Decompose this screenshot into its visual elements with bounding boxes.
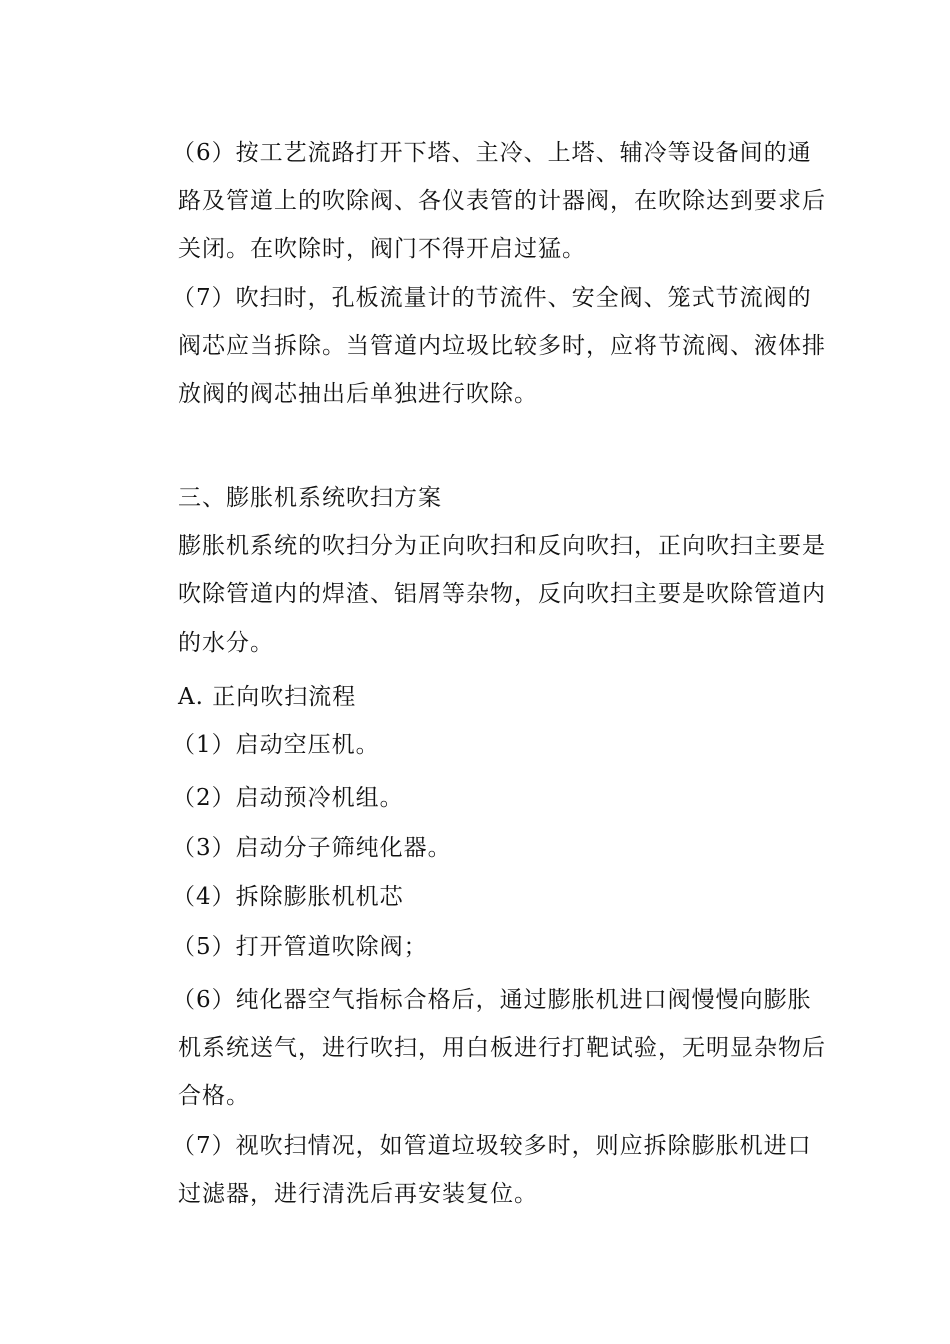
text-line: （7）视吹扫情况，如管道垃圾较多时，则应拆除膨胀机进口: [172, 1133, 812, 1159]
text-line: 放阀的阀芯抽出后单独进行吹除。: [178, 381, 538, 407]
text-line: （6）纯化器空气指标合格后，通过膨胀机进口阀慢慢向膨胀: [172, 987, 812, 1013]
text-line: 的水分。: [178, 630, 274, 656]
text-line: 路及管道上的吹除阀、各仪表管的计器阀，在吹除达到要求后: [178, 188, 826, 214]
list-item: （2）启动预冷机组。: [172, 785, 404, 811]
section-heading: 三、膨胀机系统吹扫方案: [178, 485, 442, 511]
text-line: 关闭。在吹除时，阀门不得开启过猛。: [178, 236, 586, 262]
list-item: （5）打开管道吹除阀；: [172, 934, 428, 960]
subsection-heading: A. 正向吹扫流程: [178, 684, 357, 710]
text-line: 阀芯应当拆除。当管道内垃圾比较多时，应将节流阀、液体排: [178, 333, 826, 359]
text-line: 机系统送气，进行吹扫，用白板进行打靶试验，无明显杂物后: [178, 1035, 826, 1061]
list-item: （4）拆除膨胀机机芯: [172, 884, 404, 910]
text-line: （7）吹扫时，孔板流量计的节流件、安全阀、笼式节流阀的: [172, 285, 812, 311]
text-line: 过滤器，进行清洗后再安装复位。: [178, 1181, 538, 1207]
text-line: 吹除管道内的焊渣、铝屑等杂物，反向吹扫主要是吹除管道内: [178, 581, 826, 607]
text-line: 合格。: [178, 1083, 250, 1109]
list-item: （1）启动空压机。: [172, 732, 380, 758]
text-line: （6）按工艺流路打开下塔、主冷、上塔、辅冷等设备间的通: [172, 140, 812, 166]
list-item: （3）启动分子筛纯化器。: [172, 835, 452, 861]
text-line: 膨胀机系统的吹扫分为正向吹扫和反向吹扫，正向吹扫主要是: [178, 533, 826, 559]
